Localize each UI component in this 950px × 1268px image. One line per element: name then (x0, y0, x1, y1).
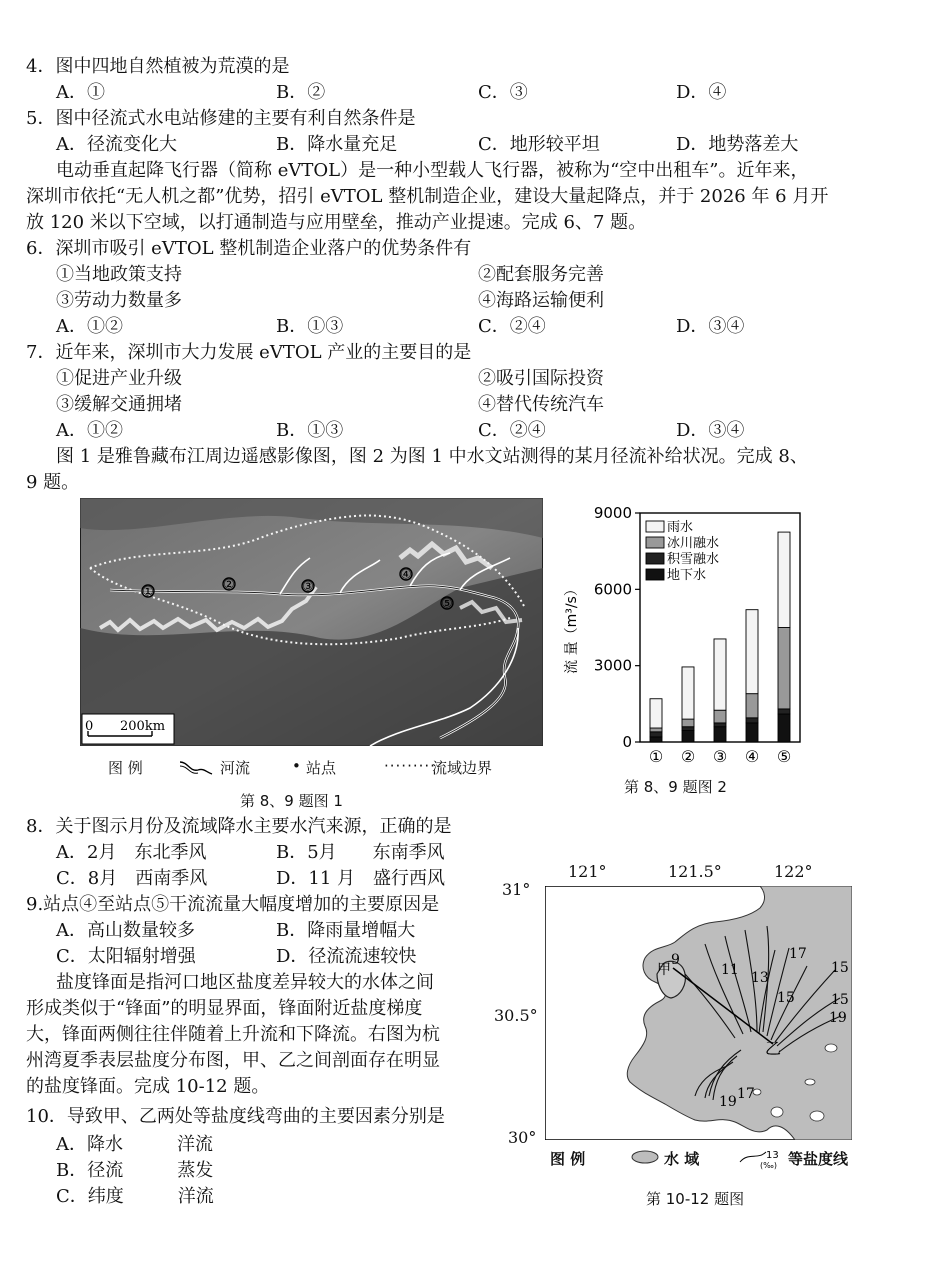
bar-segment-4-2 (682, 667, 694, 719)
fig2-caption: 第 8、9 题图 2 (624, 778, 727, 796)
q8-option-a: A．2月 东北季风 (56, 842, 207, 863)
figure-1-satellite-map (80, 498, 543, 746)
x-tick-label: ③ (712, 747, 728, 766)
y-tick-label: 9000 (593, 504, 632, 522)
lat-label-30: 30° (508, 1128, 537, 1147)
chart-ylabel: 流 量（m³/s） (564, 582, 580, 674)
legend-label: 积雪融水 (667, 552, 720, 567)
q6-option-b: B．①③ (276, 316, 344, 337)
q6-option-c: C．②④ (478, 316, 546, 337)
salt-intro-line2: 形成类似于“锋面”的明显界面，锋面附近盐度梯度 (26, 998, 423, 1019)
legend-iso-number: 13 (766, 1150, 779, 1161)
salt-intro-line1: 盐度锋面是指河口地区盐度差异较大的水体之间 (56, 972, 434, 993)
station-label-1: ① (142, 584, 154, 600)
q8-option-d: D．11 月 盛行西风 (276, 868, 446, 889)
q5-option-a: A．径流变化大 (56, 134, 177, 155)
salt-intro-line3: 大，锋面两侧往往伴随着上升流和下降流。右图为杭 (26, 1024, 440, 1045)
evtol-intro-line3: 放 120 米以下空域，以打通制造与应用壁垒，推动产业提速。完成 6、7 题。 (26, 212, 647, 233)
fig1-legend-boundary: 流域边界 (432, 759, 493, 777)
river-legend-icon (178, 758, 214, 776)
legend-swatch (646, 569, 664, 580)
bar-segment-2-1 (650, 732, 662, 737)
q7-stem: 7．近年来，深圳市大力发展 eVTOL 产业的主要目的是 (26, 342, 472, 363)
q6-item-1: ①当地政策支持 (56, 264, 182, 285)
bar-segment-2-3 (714, 723, 726, 727)
scale-label: 200km (120, 719, 166, 734)
legend-iso-unit: (‰) (760, 1161, 777, 1170)
q6-item-4: ④海路运输便利 (478, 290, 604, 311)
q5-option-d: D．地势落差大 (676, 134, 799, 155)
bar-segment-3-4 (746, 694, 758, 718)
legend-swatch (646, 537, 664, 548)
legend-swatch (646, 521, 664, 532)
yi-label: 乙 (765, 1039, 782, 1058)
bar-segment-2-2 (682, 727, 694, 731)
q6-item-2: ②配套服务完善 (478, 264, 604, 285)
q7-item-2: ②吸引国际投资 (478, 368, 604, 389)
lat-label-305: 30.5° (494, 1006, 538, 1025)
station-label-3: ③ (302, 579, 314, 595)
isoline-label-19b: 19 (719, 1094, 737, 1110)
fig1-legend-station: 站点 (306, 759, 337, 777)
q7-option-c: C．②④ (478, 420, 546, 441)
q4-option-b: B．② (276, 82, 326, 103)
fig1-legend-title: 图 例 (108, 759, 143, 777)
station-label-2: ② (223, 577, 235, 593)
figure-3-salinity-map (545, 886, 852, 1140)
q10-option-b: B．径流 蒸发 (56, 1160, 214, 1181)
bar-segment-1-3 (714, 727, 726, 742)
q5-option-c: C．地形较平坦 (478, 134, 600, 155)
q5-option-b: B．降水量充足 (276, 134, 398, 155)
isoline-label-17a: 17 (789, 946, 807, 962)
fig3-legend-title: 图 例 (550, 1150, 586, 1168)
bar-segment-4-4 (746, 610, 758, 694)
isoline-label-17b: 17 (737, 1086, 755, 1102)
fig3-caption: 第 10-12 题图 (646, 1190, 745, 1208)
figure-2-runoff-chart (560, 498, 820, 770)
isoline-label-15b: 15 (831, 960, 849, 976)
q6-option-d: D．③④ (676, 316, 745, 337)
x-tick-label: ④ (744, 747, 760, 766)
x-tick-label: ② (680, 747, 696, 766)
q4-option-d: D．④ (676, 82, 727, 103)
jia-label: 甲 (657, 962, 671, 978)
fig1-caption: 第 8、9 题图 1 (240, 792, 343, 810)
lon-label-121: 121° (568, 862, 607, 881)
y-tick-label: 3000 (593, 656, 632, 675)
q10-option-a: A．降水 洋流 (56, 1134, 213, 1155)
q4-option-a: A．① (56, 82, 105, 103)
isoline-label-9: 9 (671, 952, 680, 968)
fig3-legend-iso: 等盐度线 (788, 1150, 849, 1168)
q7-option-d: D．③④ (676, 420, 745, 441)
salt-intro-line5: 的盐度锋面。完成 10-12 题。 (26, 1076, 270, 1097)
bar-segment-3-5 (778, 628, 790, 709)
q6-option-a: A．①② (56, 316, 123, 337)
bar-segment-2-4 (746, 718, 758, 723)
salt-intro-line4: 州湾夏季表层盐度分布图，甲、乙之间剖面存在明显 (26, 1050, 440, 1071)
x-tick-label: ① (648, 747, 664, 766)
q7-item-4: ④替代传统汽车 (478, 394, 604, 415)
q9-option-d: D．径流流速较快 (276, 946, 417, 967)
bar-segment-1-1 (650, 737, 662, 742)
y-tick-label: 0 (622, 733, 632, 751)
boundary-legend-icon: ········· (384, 757, 436, 775)
isoline-label-15a: 15 (777, 990, 795, 1006)
bar-segment-4-3 (714, 639, 726, 710)
evtol-intro-line2: 深圳市依托“无人机之都”优势，招引 eVTOL 整机制造企业，建设大量起降点，并于 2026 年 6 月开 (26, 186, 829, 207)
q7-item-3: ③缓解交通拥堵 (56, 394, 182, 415)
bar-segment-2-5 (778, 709, 790, 714)
isoline-label-19a: 19 (829, 1010, 847, 1026)
bar-segment-1-5 (778, 714, 790, 742)
evtol-intro-line1: 电动垂直起降飞行器（简称 eVTOL）是一种小型载人飞行器，被称为“空中出租车”。近年来， (56, 160, 809, 181)
bar-segment-3-1 (650, 728, 662, 732)
scale-zero: 0 (85, 719, 94, 734)
lat-label-31: 31° (502, 880, 531, 899)
bar-segment-1-2 (682, 731, 694, 742)
x-tick-label: ⑤ (776, 747, 792, 766)
station-legend-icon: • (292, 757, 301, 775)
fig-intro-line1: 图 1 是雅鲁藏布江周边遥感影像图，图 2 为图 1 中水文站测得的某月径流补给状况。完成 8、 (56, 446, 808, 467)
q7-option-a: A．①② (56, 420, 123, 441)
station-label-5: ⑤ (441, 596, 453, 612)
q8-stem: 8．关于图示月份及流域降水主要水汽来源，正确的是 (26, 816, 452, 837)
bar-segment-3-2 (682, 719, 694, 727)
lon-label-1215: 121.5° (668, 862, 722, 881)
fig1-legend-river: 河流 (220, 759, 251, 777)
isoline-label-13: 13 (751, 970, 769, 986)
q5-stem: 5．图中径流式水电站修建的主要有利自然条件是 (26, 108, 416, 129)
bar-segment-4-1 (650, 699, 662, 728)
fig3-legend-water: 水 域 (664, 1150, 700, 1168)
isoline-legend-icon (738, 1146, 786, 1170)
q6-stem: 6．深圳市吸引 eVTOL 整机制造企业落户的优势条件有 (26, 238, 472, 259)
legend-swatch (646, 553, 664, 564)
legend-label: 雨水 (667, 520, 694, 535)
fig-intro-line2: 9 题。 (26, 472, 80, 493)
q8-option-c: C．8月 西南季风 (56, 868, 208, 889)
q9-stem: 9.站点④至站点⑤干流流量大幅度增加的主要原因是 (26, 894, 440, 915)
q10-option-c: C．纬度 洋流 (56, 1186, 214, 1207)
legend-label: 地下水 (667, 568, 707, 583)
q8-option-b: B．5月 东南季风 (276, 842, 445, 863)
q4-option-c: C．③ (478, 82, 528, 103)
bar-segment-4-5 (778, 532, 790, 627)
bar-segment-1-4 (746, 723, 758, 742)
q9-option-b: B．降雨量增幅大 (276, 920, 416, 941)
q9-option-a: A．高山数量较多 (56, 920, 195, 941)
lon-label-122: 122° (774, 862, 813, 881)
q10-stem: 10．导致甲、乙两处等盐度线弯曲的主要因素分别是 (26, 1106, 445, 1127)
q4-stem: 4．图中四地自然植被为荒漠的是 (26, 56, 290, 77)
bar-segment-3-3 (714, 710, 726, 723)
isoline-label-11: 11 (721, 962, 739, 978)
q7-item-1: ①促进产业升级 (56, 368, 182, 389)
station-label-4: ④ (400, 567, 412, 583)
legend-label: 冰川融水 (667, 536, 720, 551)
y-tick-label: 6000 (593, 580, 632, 599)
q6-item-3: ③劳动力数量多 (56, 290, 182, 311)
isoline-label-15c: 15 (831, 992, 849, 1008)
water-legend-icon (630, 1148, 660, 1166)
q9-option-c: C．太阳辐射增强 (56, 946, 196, 967)
q7-option-b: B．①③ (276, 420, 344, 441)
